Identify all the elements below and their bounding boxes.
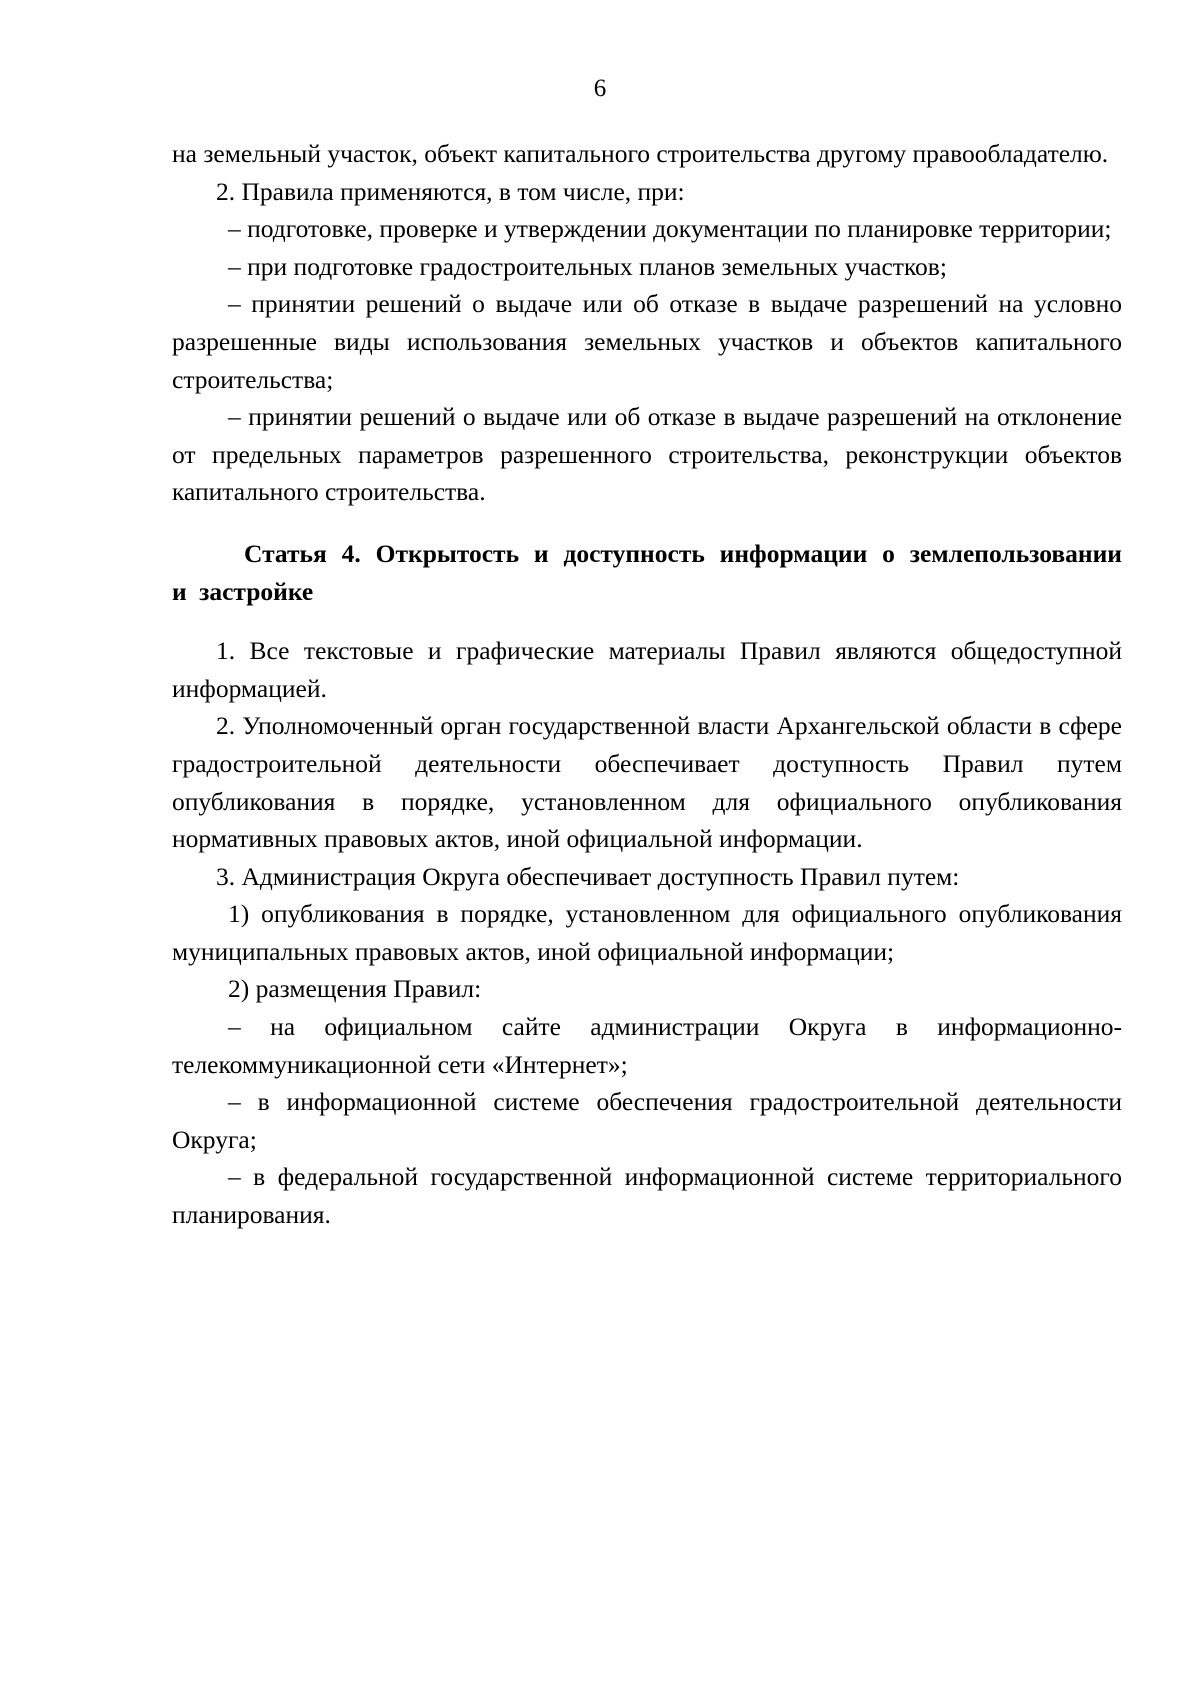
paragraph: на земельный участок, объект капитального строительства другому правообладателю.	[172, 139, 1109, 168]
document-body	[172, 135, 1122, 1234]
article-heading: Статья 4. Открытость и доступность информации о землепользовании и застройке	[172, 538, 1122, 606]
list-item: 1) опубликования в порядке, установленном для официального опубликования муниципальных правовых актов, иной официальной информации;	[172, 899, 1122, 966]
paragraph: 3. Администрация Округа обеспечивает доступность Правил путем:	[216, 861, 960, 891]
list-item: – подготовке, проверке и утверждении документации по планировке территории;	[228, 214, 1112, 244]
list-item: – в информационной системе обеспечения градостроительной деятельности Округа;	[172, 1087, 1122, 1154]
paragraph: 2. Правила применяются, в том числе, при:	[216, 176, 685, 206]
paragraph: 2. Уполномоченный орган государственной власти Архангельской области в сфере градостроительной деятельности обеспечивает доступность Правил путем опубликования в порядке, установленном для официального опубликования нормативных правовых актов, иной официальной информации.	[172, 711, 1122, 854]
list-item: – в федеральной государственной информационной системе территориального планирования.	[172, 1162, 1122, 1230]
list-item: – при подготовке градостроительных планов земельных участков;	[228, 251, 947, 281]
list-item: – принятии решений о выдаче или об отказе в выдаче разрешений на условно разрешенные виды использования земельных участков и объектов капитального строительства;	[172, 289, 1122, 394]
page-number: 6	[593, 75, 607, 102]
list-item: – принятии решений о выдаче или об отказе в выдаче разрешений на отклонение от предельных параметров разрешенного строительства, реконструкции объектов капитального строительства.	[172, 402, 1122, 507]
list-item: – на официальном сайте администрации Округа в информационно-телекоммуникационной сети «Интернет»;	[172, 1012, 1122, 1079]
list-item: 2) размещения Правил:	[228, 974, 482, 1004]
paragraph: 1. Все текстовые и графические материалы Правил являются общедоступной информацией.	[172, 636, 1122, 703]
